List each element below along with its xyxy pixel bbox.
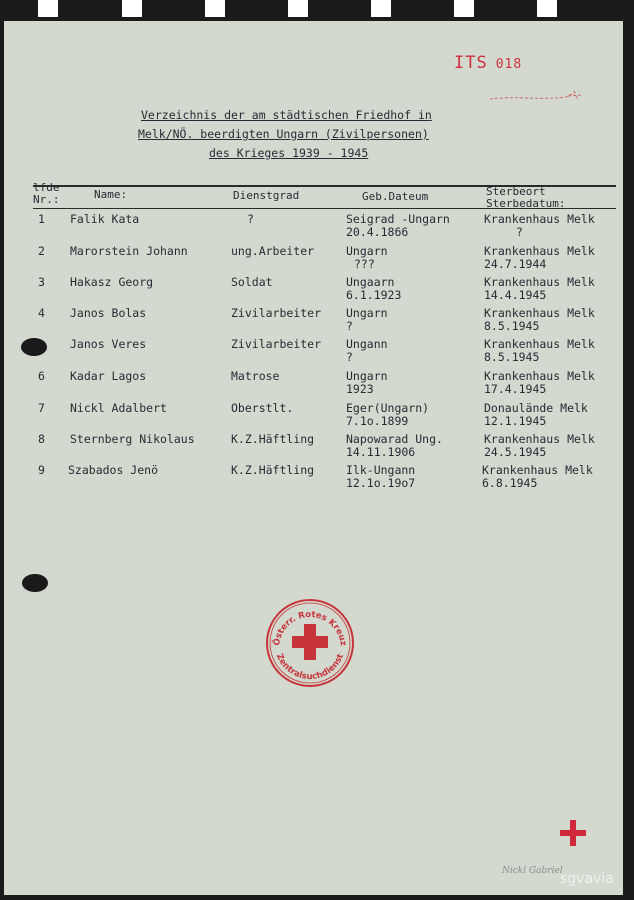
its-number: 018 [495, 57, 523, 72]
row-number: 6 [38, 369, 45, 383]
row-name: Sternberg Nikolaus [70, 432, 195, 446]
table-row [0, 338, 634, 369]
row-death-date: 17.4.1945 [484, 381, 547, 396]
punch-hole [21, 338, 47, 356]
row-rank: Oberstlt. [231, 401, 294, 415]
its-label: ITS [454, 53, 488, 73]
document-title [138, 106, 468, 163]
header-nr-line2: Nr.: [33, 193, 60, 206]
row-number: 3 [38, 275, 45, 289]
header-rank: Dienstgrad [233, 189, 300, 202]
header-nr [33, 182, 60, 206]
row-death [484, 213, 595, 238]
table-row [0, 245, 634, 276]
film-hole [371, 0, 391, 17]
row-birth-date: 7.1o.1899 [346, 413, 409, 428]
row-number: 8 [38, 432, 45, 446]
film-hole [205, 0, 225, 17]
film-hole [537, 0, 557, 17]
table-row [0, 276, 634, 307]
stamp-text-top: Österr. Rotes Kreuz [271, 609, 348, 647]
row-birth-date: ? [346, 349, 353, 364]
row-death [484, 276, 595, 301]
row-death-date: 14.4.1945 [484, 287, 547, 302]
row-death [484, 245, 595, 270]
red-cross-icon [292, 624, 328, 660]
row-death [484, 370, 595, 395]
row-birth-place: Ungaarn [346, 275, 395, 289]
table-row [0, 213, 634, 244]
stamp-text-bottom: Zentralsuchdienst [273, 652, 347, 683]
row-birth-date: ? [346, 318, 353, 333]
row-death-place: Krankenhaus Melk [484, 212, 595, 226]
row-death-date: ? [516, 224, 523, 239]
row-number: 1 [38, 212, 45, 226]
film-hole [38, 0, 58, 17]
row-rank: ? [247, 212, 254, 226]
table-row [0, 402, 634, 433]
its-reference [454, 53, 522, 73]
row-birth-place: Ungarn [346, 306, 388, 320]
red-cross-icon [557, 817, 589, 849]
row-death-date: 24.5.1945 [484, 444, 547, 459]
header-nr-line1: lfde [33, 181, 60, 194]
row-birth-place: Eger(Ungarn) [346, 401, 430, 415]
film-hole [288, 0, 308, 17]
row-rank: ung.Arbeiter [231, 244, 315, 258]
row-birth-date: 6.1.1923 [346, 287, 402, 302]
row-number: 4 [38, 306, 45, 320]
row-death-place: Krankenhaus Melk [484, 244, 595, 258]
row-birth-place: Ilk-Ungann [346, 463, 416, 477]
film-hole [122, 0, 142, 17]
row-rank: Matrose [231, 369, 280, 383]
row-birth [346, 307, 388, 332]
row-birth [346, 276, 401, 301]
row-death-place: Donaulände Melk [484, 401, 588, 415]
row-death-date: 6.8.1945 [482, 475, 538, 490]
watermark: sgvavia [560, 871, 614, 887]
row-birth-date: 14.11.1906 [346, 444, 416, 459]
row-rank: Zivilarbeiter [231, 337, 322, 351]
table-row [0, 464, 634, 495]
row-birth-date: 12.1o.19o7 [346, 475, 416, 490]
row-birth-place: Seigrad -Ungarn [346, 212, 450, 226]
title-line-1: Verzeichnis der am städtischen Friedhof in [141, 108, 432, 122]
row-name: Janos Veres [70, 337, 147, 351]
row-death [484, 338, 595, 363]
row-name: Nickl Adalbert [70, 401, 167, 415]
row-name: Janos Bolas [70, 306, 147, 320]
row-rank: K.Z.Häftling [231, 432, 315, 446]
row-death [482, 464, 593, 489]
header-name: Name: [94, 188, 128, 201]
row-death-date: 24.7.1944 [484, 256, 547, 271]
row-name: Falik Kata [70, 212, 140, 226]
row-death-place: Krankenhaus Melk [484, 369, 595, 383]
row-death [484, 307, 595, 332]
row-birth-place: Ungarn [346, 244, 388, 258]
row-name: Kadar Lagos [70, 369, 147, 383]
row-death-date: 8.5.1945 [484, 318, 540, 333]
row-birth [346, 245, 388, 270]
row-death-place: Krankenhaus Melk [484, 275, 595, 289]
row-number: 2 [38, 244, 45, 258]
row-rank: K.Z.Häftling [231, 463, 315, 477]
film-hole [454, 0, 474, 17]
header-death [486, 186, 565, 210]
row-name: Hakasz Georg [70, 275, 154, 289]
table-row [0, 370, 634, 401]
table-row [0, 433, 634, 464]
row-name: Marorstein Johann [70, 244, 188, 258]
row-death-place: Krankenhaus Melk [482, 463, 593, 477]
signature: Nickl Gabriel [502, 866, 563, 876]
row-rank: Zivilarbeiter [231, 306, 322, 320]
title-line-2: Melk/NÖ. beerdigten Ungarn (Zivilpersonen) [138, 127, 429, 141]
punch-hole [22, 574, 48, 592]
row-birth-date: 20.4.1866 [346, 224, 409, 239]
row-number: 9 [38, 463, 45, 477]
title-line-3: des Krieges 1939 - 1945 [209, 146, 369, 160]
row-name: Szabados Jenö [68, 463, 159, 477]
row-birth [346, 402, 429, 427]
row-birth [346, 433, 443, 458]
row-birth-date: 1923 [346, 381, 374, 396]
row-birth-place: Napowarad Ung. [346, 432, 443, 446]
row-death-date: 12.1.1945 [484, 413, 547, 428]
red-scribble-mark [488, 88, 584, 104]
row-birth-place: Ungann [346, 337, 388, 351]
red-cross-stamp [265, 598, 355, 688]
row-birth [346, 213, 450, 238]
row-death-place: Krankenhaus Melk [484, 432, 595, 446]
table-row [0, 307, 634, 338]
header-death-line2: Sterbedatum: [486, 197, 566, 210]
row-death-place: Krankenhaus Melk [484, 306, 595, 320]
header-birth: Geb.Dateum [362, 190, 429, 203]
row-death [484, 402, 588, 427]
row-death [484, 433, 595, 458]
header-death-line1: Sterbeort [486, 185, 546, 198]
row-birth [346, 338, 388, 363]
row-death-date: 8.5.1945 [484, 349, 540, 364]
row-birth-place: Ungarn [346, 369, 388, 383]
row-rank: Soldat [231, 275, 273, 289]
row-number: 7 [38, 401, 45, 415]
row-birth [346, 370, 388, 395]
row-birth-date: ??? [354, 256, 375, 271]
row-birth [346, 464, 415, 489]
row-death-place: Krankenhaus Melk [484, 337, 595, 351]
